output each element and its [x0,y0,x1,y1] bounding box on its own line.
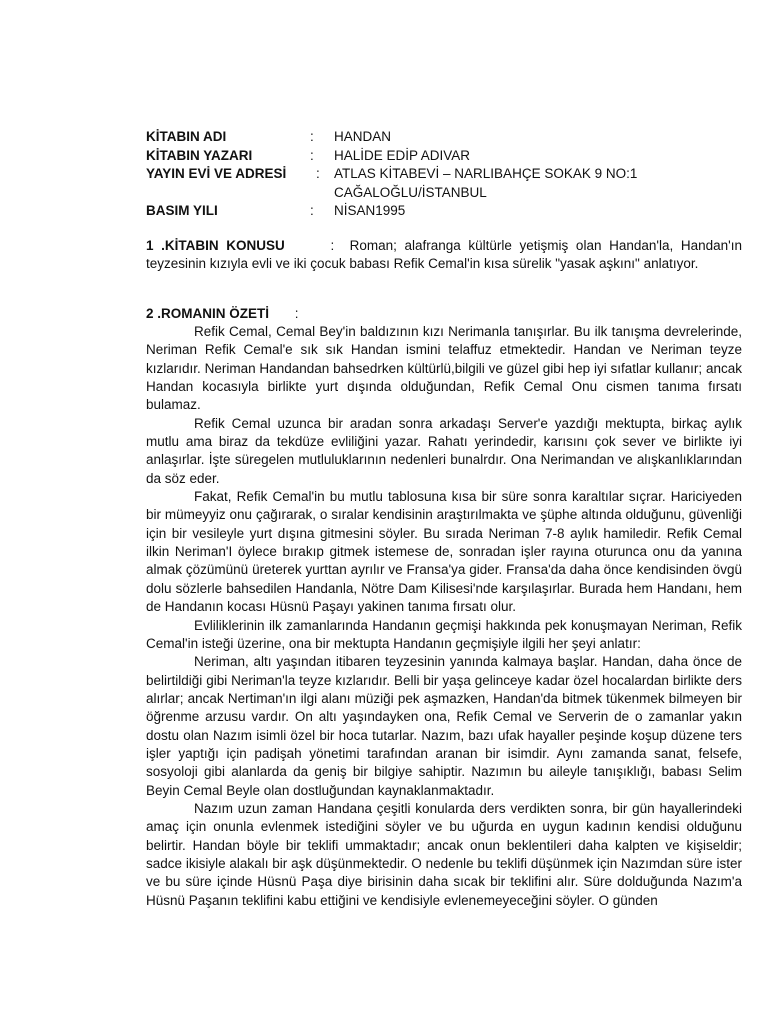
print-year-row [146,202,726,221]
print-year-value: NİSAN1995 [334,203,406,218]
section-subject: 1 .KİTABIN KONUSU : Roman; alafranga kültürle yetişmiş olan Handan'la, Handan'ın teyzesinin kızıyla evli ve iki çocuk babası Refik Cemal'in kısa sürelik "yasak aşkını" anlatıyor. [146,238,742,272]
summary-paragraph: Evliliklerinin ilk zamanlarında Handanın geçmişi hakkında pek konuşmayan Neriman, Refik Cemal'in isteği üzerine, ona bir mektupta Handanın geçmişiyle ilgili her şeyi anlatır: [146,617,742,651]
book-title-label: KİTABIN ADI [146,129,227,144]
section-summary-heading: 2 .ROMANIN ÖZETİ [146,306,270,321]
section-summary-heading-row [146,306,299,321]
summary-paragraph: Refik Cemal, Cemal Bey'in baldızının kızı Nerimanla tanışırlar. Bu ilk tanışma devrelerinde, Neriman Refik Cemal'e sık sık Handan ismini telaffuz etmektedir. Handan ve Neriman teyze kızlarıdır. Neriman Handandan bahsedrken kültürlü,bilgili ve güzel gibi hep iyi sıfatlar kullanır; ancak Handan kocasıyla birlikte yurt dışında olduğundan, Refik Cemal Onu cismen tanıma fırsatı bulamaz. [146,324,742,413]
book-info [146,128,726,221]
colon: : [294,306,299,321]
summary-paragraph: Refik Cemal uzunca bir aradan sonra arkadaşı Server'e yazdığı mektupta, birkaç aylık mutlu ama biraz da tekdüze evliliğini yazar. Rahatı yerindedir, karısını çok sever ve birlikte iyi anlaşırlar. İşte süregelen mutluluklarının nedenleri bunalrdır. Ona Nerimandan ve alışkanlıklarından da söz eder. [146,415,742,486]
summary-body [146,323,742,910]
summary-paragraph: Neriman, altı yaşından itibaren teyzesinin yanında kalmaya başlar. Handan, daha önce de belirtildiği gibi Neriman'la teyze kızlarıdır. Belli bir yaşa gelinceye kadar özel hocalardan birlikte ders alırlar; ancak Nertiman'ın ilgi alanı müziği pek aşmazken, Handan'da bitmek tükenmek bilmeyen bir öğrenme arzusu vardır. On altı yaşındayken ona, Refik Cemal ve Serverin de o zamanlar yakın dostu olan Nazım isimli özel bir hoca tutarlar. Nazım, bazı ufak hayaller peşinde koşup düzene ters işler yaptığı için padişah yönetimi tarafından aranan bir isimdir. Aynı zamanda sanat, felsefe, sosyoloji gibi alanlarda da geniş bir bilgiye sahiptir. Nazımın bu aileyle tanışıklığı, babası Selim Beyin Cemal Beyle olan dostluğundan kaynaklanmaktadır. [146,654,742,798]
summary-paragraph: Nazım uzun zaman Handana çeşitli konularda ders verdikten sonra, bir gün hayallerindeki amaç için onunla evlenmek istediğini söyler ve bu uğurda en uygun kadının kendisi olduğunu belirtir. Handan böyle bir teklifi ummaktadır; ancak onun beklentileri daha kalpten ve kişiseldir; sadce ikisiyle alakalı bir aşk düşünmektedir. O nedenle bu teklifi düşünmek için Nazımdan süre ister ve bu süre içinde Hüsnü Paşa diye birisinin daha sıcak bir teklifini alır. Süre dolduğunda Nazım'a Hüsnü Paşanın teklifini kabu ettiğini ve kendisiyle evlenemeyeceğini söyler. O günden [146,800,742,908]
summary-paragraph: Fakat, Refik Cemal'in bu mutlu tablosuna kısa bir süre sonra karaltılar sıçrar. Hariciyeden bir mümeyyiz onu çağırarak, o sıralar kendisinin araştırılmakta ve şüphe altında olduğunu, güvenliği için bir vesileyle yurt dışına gitmesini söyler. Bu sırada Neriman 7-8 aylık hamiledir. Refik Cemal ilkin Neriman'I öylece bırakıp gitmek istemese de, sonradan işler rayına oturunca onu da yanına almak çözümünü üreterek yurttan ayrılır ve Fransa'ya gider. Fransa'da daha önce kendisinden övgü dolu sözlerle bahsedilen Handanla, Nötre Dam Kilisesi'nde karşılaşırlar. Burada hem Handanı, hem de Handanın kocası Hüsnü Paşayı yakinen tanıma fırsatı olur. [146,489,742,615]
book-title-value: HANDAN [334,129,392,144]
colon: : [310,203,314,218]
book-title-row [146,128,726,147]
publisher-label: YAYIN EVİ VE ADRESİ [146,166,287,181]
print-year-label: BASIM YILI [146,203,218,218]
colon: : [316,166,320,181]
publisher-value-line2: CAĞALOĞLU/İSTANBUL [334,184,487,200]
section-subject-heading: 1 .KİTABIN KONUSU [146,238,285,253]
colon: : [310,129,314,144]
section-subject-text: Roman; alafranga kültürle yetişmiş olan Handan'la, Handan'ın teyzesinin kızıyla evli ve iki çocuk babası Refik Cemal'in kısa sürelik "yasak aşkını" anlatıyor. [146,238,742,272]
publisher-value-line1: ATLAS KİTABEVİ – NARLIBAHÇE SOKAK 9 NO:1 [334,166,638,181]
colon: : [310,147,314,163]
publisher-row-2 [146,184,726,203]
book-author-label: KİTABIN YAZARI [146,147,253,163]
book-author-value: HALİDE EDİP ADIVAR [334,147,471,163]
book-author-row [146,147,726,166]
publisher-row [146,165,726,184]
